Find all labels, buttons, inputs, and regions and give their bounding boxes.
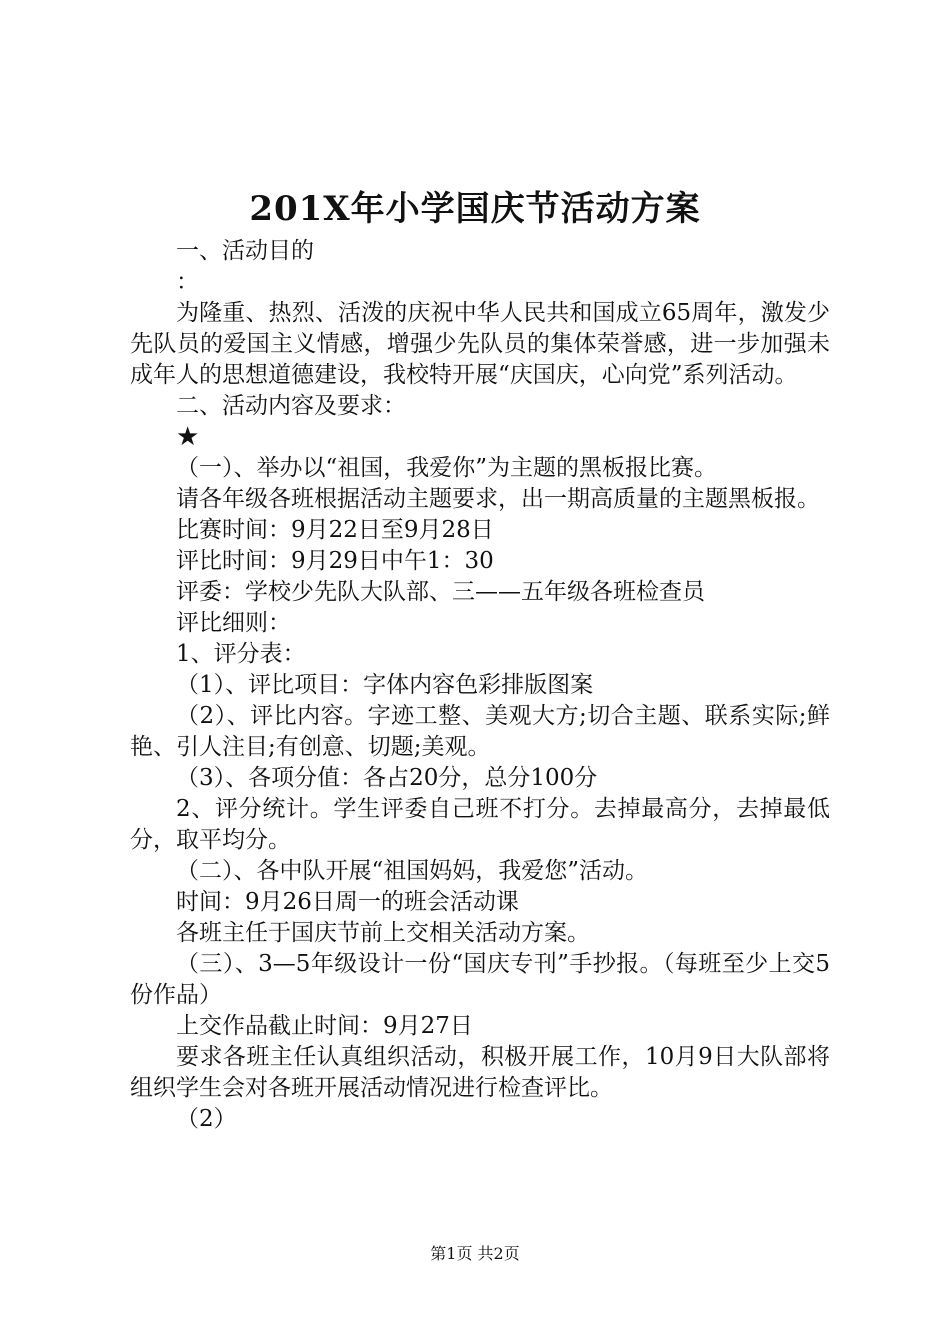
paragraph-judging-time: 评比时间：9月29日中午1：30 [176, 548, 494, 574]
paragraph-rules-heading: 评比细则： [176, 610, 291, 636]
paragraph-tail-number: （2） [176, 1106, 237, 1132]
paragraph-score-stats: 2、评分统计。学生评委自己班不打分。去掉最高分，去掉最低分，取平均分。 [130, 796, 830, 853]
paragraph-requirements: 要求各班主任认真组织活动，积极开展工作，10月9日大队部将组织学生会对各班开展活动情况进行检查评比。 [130, 1044, 830, 1101]
paragraph-purpose: 为隆重、热烈、活泼的庆祝中华人民共和国成立65周年，激发少先队员的爱国主义情感，增强少先队员的集体荣誉感，进一步加强未成年人的思想道德建设，我校特开展“庆国庆，心向党”系列活动。 [130, 300, 830, 388]
paragraph-item-3: （三）、3—5年级设计一份“国庆专刊”手抄报。（每班至少上交5份作品） [130, 951, 830, 1008]
paragraph-score-content: （2）、评比内容。字迹工整、美观大方;切合主题、联系实际;鲜艳、引人注目;有创意、切题;美观。 [130, 703, 830, 760]
paragraph-section-2-heading: 二、活动内容及要求： [176, 393, 406, 419]
paragraph-score-values: （3）、各项分值：各占20分，总分100分 [176, 765, 598, 791]
paragraph-item-3-deadline: 上交作品截止时间：9月27日 [176, 1013, 473, 1039]
paragraph-item-1-desc: 请各年级各班根据活动主题要求，出一期高质量的主题黑板报。 [176, 486, 820, 512]
document-body [130, 236, 830, 1135]
document-title: 201X年小学国庆节活动方案 [249, 189, 701, 229]
star-icon: ★ [176, 422, 200, 452]
paragraph-contest-time: 比赛时间：9月22日至9月28日 [176, 517, 494, 543]
paragraph-item-2: （二）、各中队开展“祖国妈妈，我爱您”活动。 [176, 858, 649, 884]
paragraph-colon: ： [176, 269, 199, 295]
paragraph-score-items: （1）、评比项目：字体内容色彩排版图案 [176, 672, 594, 698]
paragraph-item-2-plan: 各班主任于国庆节前上交相关活动方案。 [176, 920, 590, 946]
paragraph-section-1-heading: 一、活动目的 [176, 238, 314, 264]
paragraph-score-table: 1、评分表： [176, 641, 306, 667]
page-footer: 第1页 共2页 [430, 1244, 520, 1263]
paragraph-judges: 评委：学校少先队大队部、三——五年级各班检查员 [176, 579, 705, 605]
paragraph-item-1: （一）、举办以“祖国，我爱你”为主题的黑板报比赛。 [176, 455, 718, 481]
paragraph-item-2-time: 时间：9月26日周一的班会活动课 [176, 889, 519, 915]
